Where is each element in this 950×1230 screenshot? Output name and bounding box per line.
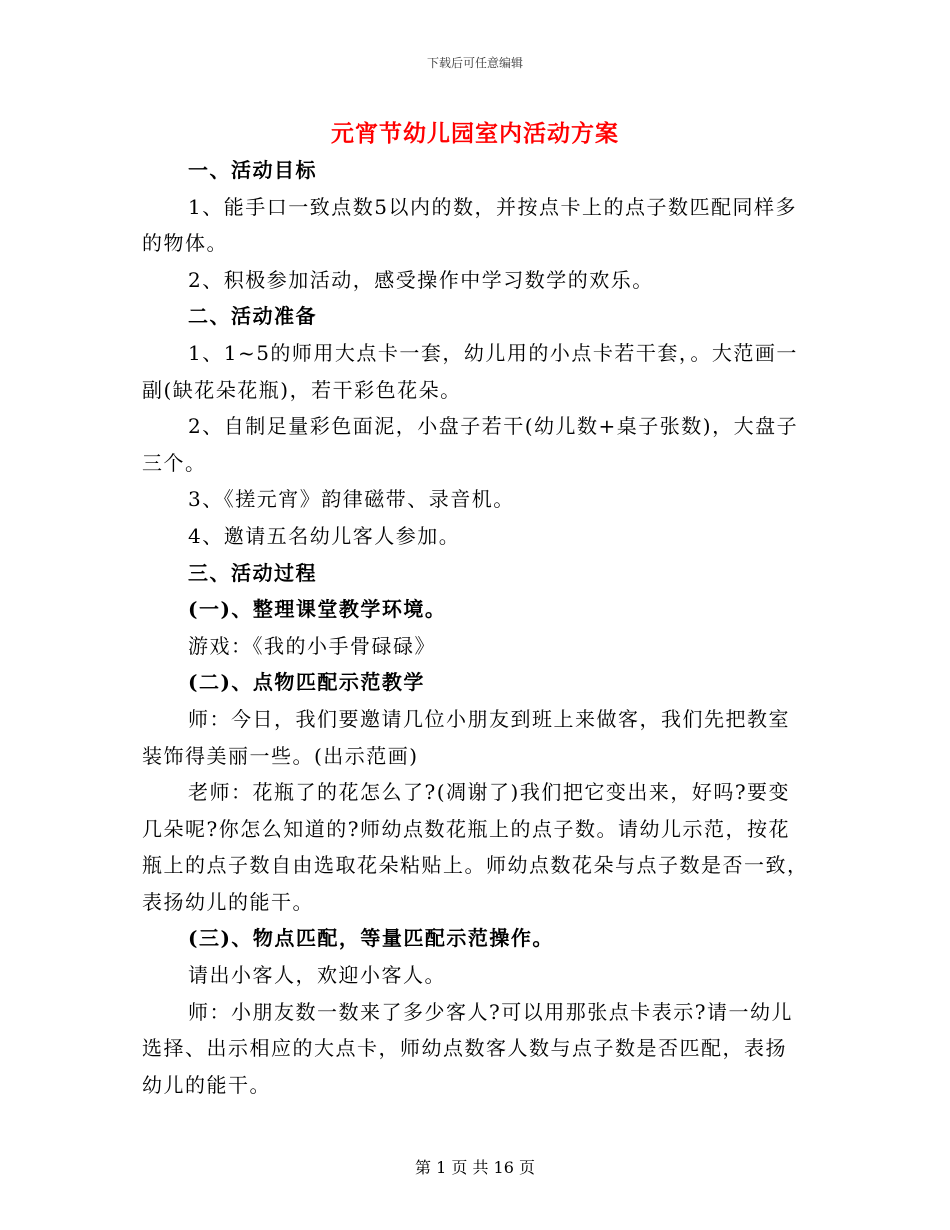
body-line: 4、邀请五名幼儿客人参加。 [188, 523, 461, 548]
body-line: 表扬幼儿的能干。 [142, 889, 314, 914]
body-line: 老师：花瓶了的花怎么了?(凋谢了)我们把它变出来，好吗?要变 [188, 780, 791, 805]
section-heading: 一、活动目标 [188, 158, 317, 182]
body-line: 3、《搓元宵》韵律磁带、录音机。 [188, 487, 515, 512]
document-body [142, 152, 812, 1103]
header-note: 下载后可任意编辑 [426, 56, 523, 70]
body-line: 请出小客人，欢迎小客人。 [188, 963, 446, 988]
body-line: 师：今日，我们要邀请几位小朋友到班上来做客，我们先把教室 [188, 706, 790, 731]
page-footer: 第 1 页 共 16 页 [415, 1158, 535, 1177]
document-title: 元宵节幼儿园室内活动方案 [331, 120, 619, 147]
body-line: 1、1~5的师用大点卡一套，幼儿用的小点卡若干套，。大范画一 [188, 340, 798, 365]
section-heading: 三、活动过程 [188, 560, 317, 585]
section-heading: (一)、整理课堂教学环境。 [188, 597, 447, 622]
body-line: 游戏：《我的小手骨碌碌》 [188, 633, 436, 658]
body-line: 几朵呢?你怎么知道的?师幼点数花瓶上的点子数。请幼儿示范，按花 [142, 816, 790, 841]
section-heading: (三)、物点匹配，等量匹配示范操作。 [188, 926, 554, 951]
body-line: 1、能手口一致点数5以内的数，并按点卡上的点子数匹配同样多 [188, 194, 797, 219]
body-line: 2、积极参加活动，感受操作中学习数学的欢乐。 [188, 267, 654, 292]
body-line: 副(缺花朵花瓶)，若干彩色花朵。 [142, 377, 462, 402]
section-heading: 二、活动准备 [188, 304, 317, 329]
body-line: 瓶上的点子数自由选取花朵粘贴上。师幼点数花朵与点子数是否一致， [142, 853, 809, 878]
body-line: 2、自制足量彩色面泥，小盘子若干(幼儿数+桌子张数)，大盘子 [188, 414, 799, 439]
body-line: 师：小朋友数一数来了多少客人?可以用那张点卡表示?请一幼儿 [188, 999, 793, 1024]
body-line: 选择、出示相应的大点卡，师幼点数客人数与点子数是否匹配，表扬 [142, 1036, 787, 1061]
body-line: 装饰得美丽一些。(出示范画) [142, 743, 419, 768]
body-line: 幼儿的能干。 [142, 1072, 271, 1097]
body-line: 三个。 [142, 450, 207, 475]
body-line: 的物体。 [142, 231, 228, 256]
section-heading: (二)、点物匹配示范教学 [188, 670, 425, 695]
